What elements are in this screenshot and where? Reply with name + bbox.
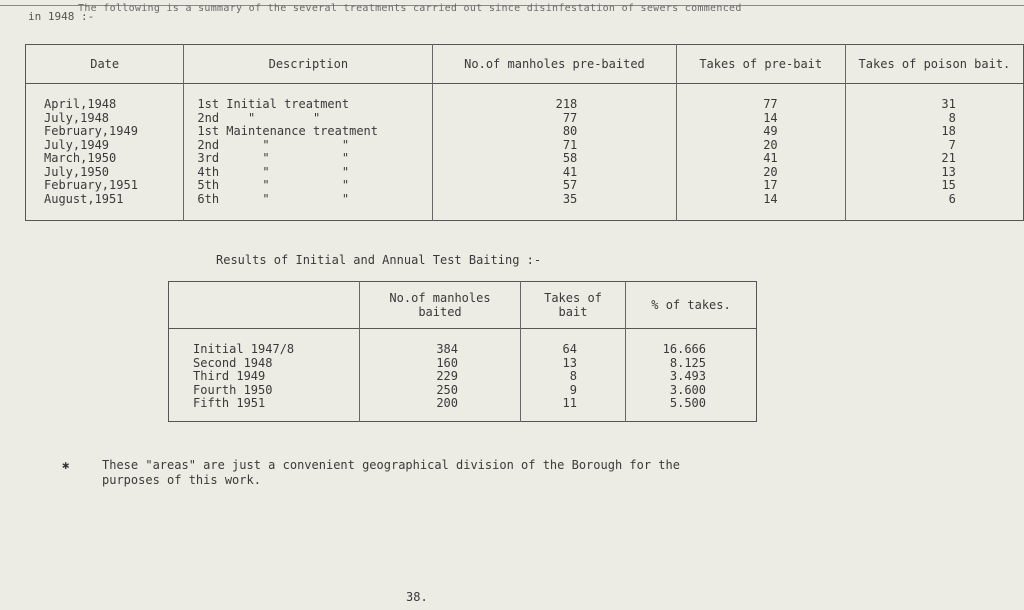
takes-column <box>521 329 626 422</box>
prebait-cell: 14 <box>763 110 778 125</box>
prebait-cell: 41 <box>763 151 778 165</box>
footnote <box>62 458 680 503</box>
table-header-row <box>26 45 1024 84</box>
manholes-cell: 58 <box>562 151 578 165</box>
poison-cell: 6 <box>948 191 956 206</box>
description-cell: 6th " " <box>197 191 350 206</box>
date-column <box>26 84 184 221</box>
table-body-row <box>169 329 757 422</box>
manholes-column <box>433 84 676 221</box>
prebait-column <box>676 84 845 221</box>
trial-label-cell: Second 1948 <box>193 355 273 370</box>
description-cell: 5th " " <box>197 178 350 192</box>
manholes-cell: 41 <box>562 164 578 179</box>
label-column <box>169 329 360 422</box>
manholes-cell: 80 <box>562 124 578 138</box>
takes-cell: 64 <box>562 342 577 356</box>
percent-column <box>626 329 757 422</box>
percent-cell: 16.666 <box>662 342 706 356</box>
date-cell: July,1949 <box>44 137 110 152</box>
date-cell: July,1950 <box>44 164 110 179</box>
poison-cell: 13 <box>941 164 956 179</box>
manholes-cell: 77 <box>562 110 578 125</box>
baited-cell: 200 <box>436 396 458 410</box>
col-header-date: Date <box>90 57 120 71</box>
description-cell: 1st Initial treatment <box>197 97 350 111</box>
takes-cell: 9 <box>569 382 577 397</box>
date-cell: July,1948 <box>44 110 110 125</box>
col-header-description: Description <box>184 45 433 84</box>
intro-line-2: in 1948 :- <box>28 10 95 23</box>
prebait-cell: 20 <box>763 164 778 179</box>
footnote-text: These "areas" are just a convenient geographical division of the Borough for the purposes of this work. <box>102 458 680 487</box>
takes-cell: 11 <box>562 396 577 410</box>
description-column <box>184 84 433 221</box>
prebait-cell: 17 <box>763 178 778 192</box>
baited-cell: 384 <box>436 342 458 356</box>
takes-cell: 13 <box>562 355 577 370</box>
description-cell: 1st Maintenance treatment <box>197 124 379 138</box>
trial-label-cell: Fourth 1950 <box>193 382 273 397</box>
prebait-cell: 20 <box>763 137 778 152</box>
intro-line-1: The following is a summary of the several treatments carried out since disinfestation of sewers commenced <box>78 3 742 14</box>
date-cell: March,1950 <box>44 151 117 165</box>
poison-cell: 15 <box>941 178 956 192</box>
poison-cell: 7 <box>948 137 956 152</box>
percent-cell: 3.493 <box>669 369 706 383</box>
date-cell: February,1951 <box>44 178 138 192</box>
poison-cell: 31 <box>941 97 956 111</box>
treatments-table <box>25 44 1024 221</box>
date-cell: April,1948 <box>44 97 117 111</box>
test-baiting-title: Results of Initial and Annual Test Baiting :- <box>216 253 542 267</box>
percent-cell: 3.600 <box>669 382 706 397</box>
trial-label-cell: Fifth 1951 <box>193 396 266 410</box>
col-header-takes-prebait: Takes of pre-bait <box>676 45 845 84</box>
manholes-cell: 35 <box>562 191 578 206</box>
baited-column <box>360 329 521 422</box>
asterisk-mark: ✱ <box>62 458 70 472</box>
col-header-blank <box>169 282 360 329</box>
table-header-row <box>169 282 757 329</box>
col-header-manholes-prebaited: No.of manholes pre-baited <box>433 45 676 84</box>
date-cell: February,1949 <box>44 124 138 138</box>
col-header-takes-poison: Takes of poison bait. <box>845 45 1023 84</box>
baited-cell: 160 <box>436 355 458 370</box>
manholes-cell: 57 <box>562 178 578 192</box>
poison-cell: 21 <box>941 151 956 165</box>
prebait-cell: 77 <box>763 97 778 111</box>
col-header-percent-takes: % of takes. <box>626 282 757 329</box>
date-cell: August,1951 <box>44 191 124 206</box>
col-header-manholes-baited: No.of manholes baited <box>360 282 521 329</box>
trial-label-cell: Third 1949 <box>193 369 266 383</box>
table-body-row <box>26 84 1024 221</box>
percent-cell: 8.125 <box>669 355 706 370</box>
percent-cell: 5.500 <box>669 396 706 410</box>
manholes-cell: 218 <box>555 97 578 111</box>
manholes-cell: 71 <box>562 137 578 152</box>
col-header-takes-of-bait: Takes of bait <box>521 282 626 329</box>
poison-column <box>845 84 1023 221</box>
takes-cell: 8 <box>569 369 577 383</box>
baited-cell: 229 <box>436 369 458 383</box>
test-baiting-table <box>168 281 757 422</box>
description-cell: 2nd " " <box>197 137 350 152</box>
description-cell: 3rd " " <box>197 151 350 165</box>
prebait-cell: 14 <box>763 191 778 206</box>
description-cell: 4th " " <box>197 164 350 179</box>
poison-cell: 8 <box>948 110 956 125</box>
poison-cell: 18 <box>941 124 956 138</box>
description-cell: 2nd " " <box>197 110 321 125</box>
prebait-cell: 49 <box>763 124 778 138</box>
page-number: 38. <box>406 590 428 604</box>
baited-cell: 250 <box>436 382 458 397</box>
trial-label-cell: Initial 1947/8 <box>193 342 295 356</box>
